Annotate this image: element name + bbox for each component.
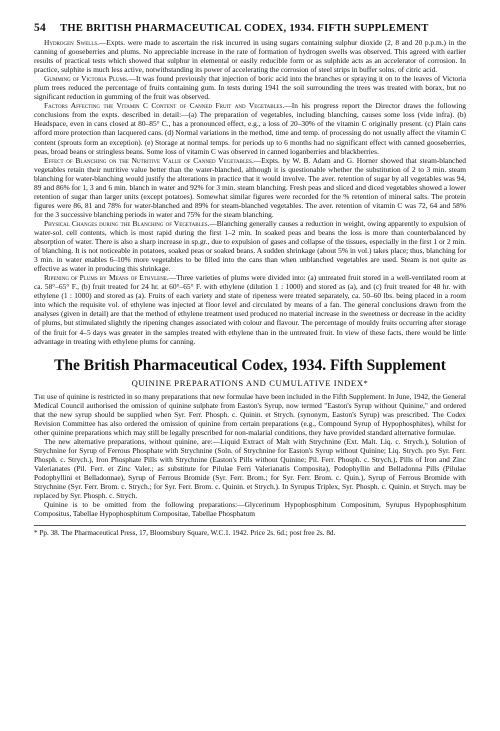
paragraph-hydrogen-swells — [34, 38, 466, 74]
running-title: THE BRITISH PHARMACEUTICAL CODEX, 1934. FIFTH SUPPLEMENT — [60, 23, 429, 34]
paragraph-text: —In his progress report the Director draws the following conclusions from the expts. described in detail:—(a) The preparation of vegetables, including blanching, causes some loss (vide infra). (b) Headspace, even in cans closed at 80–85° C., has a pronounced effect, e.g., a loss of 20–30% of the vitamin C originally present. (c) Plain cans afford more protection than lacquered cans. (d) Normal variations in the method, time and temp. of processing do not usually affect the vitamin C content (sprouts form an exception). (e) Storage at normal temps. for periods up to 6 months had no significant effect with canned gooseberries, peas, broad beans or stringless beans. Some loss of vitamin C was observed in canned loganberries and blackberries. — [34, 101, 466, 156]
paragraph-text: use of quinine is restricted in so many preparations that new formulae have been included in the Fifth Supplement. In June, 1942, the General Medical Council authorised the omission of quinine sulphate from Easton's Syrup, now termed "Easton's Syrup without Quinine," and ordered that the new syrup should be supplied when Syr. Ferr. Phosph. c. Quinin. et Strych. (synonym, Easton's Syrup) was prescribed. The Codex Revision Committee has also ordered the omission of quinine from certain preparations (e.g., Compound Syrup of Hypophosphites), whilst for other quinine preparations which may still be legally prescribed for non-malarial conditions, they have provided standard alternative formulae. — [34, 391, 466, 437]
paragraph-text: —Expts. were made to ascertain the risk incurred in using sugars containing sulphur dioxide (2, 8 and 20 p.p.m.) in the canning of gooseberries and plums. No appreciable increase in the rate of formation of hydrogen swells was observed. This agreed with earlier results of practical tests which showed that sulphur in elemental or easily reducible form or as sulphide acts as an accelerator of corrosion. In practice, sulphite is much less active, notwithstanding its power of accelerating the corrosion of steel strips in buffer solns. of citric acid. — [34, 38, 466, 75]
section-title: The British Pharmaceutical Codex, 1934. Fifth Supplement — [54, 356, 446, 374]
top-paragraphs — [34, 38, 466, 346]
footnote-divider — [34, 525, 466, 526]
paragraph-text: —It was found previously that injection of boric acid into the branches or spraying it on to the leaves of Victoria plum trees reduced the percentage of fruits containing gum. In tests during 1941 the soil surrounding the trees was treated with borax, but no significant reduction in gumming of the fruit was observed. — [34, 74, 466, 102]
paragraph-gumming-victoria-plums — [34, 74, 466, 101]
paragraph-lead: Ripening of Plums by Means of Ethylene. — [44, 273, 169, 283]
paragraph-text: Quinine is to be omitted from the following preparations:—Glycerinum Hypophosphitum Compositum, Syrupus Hypophosphitum Compositus, Tabellae Hypophosphitum Compositae, Tabellae Phosphatum — [34, 500, 466, 519]
paragraph-ripening-plums — [34, 273, 466, 345]
running-header — [34, 22, 466, 34]
paragraph-lead: Effect of Blanching on the Nutritive Value of Canned Vegetables. — [44, 155, 254, 165]
paragraph-text: —Expts. by W. B. Adam and G. Horner showed that steam-blanched vegetables retain their nutritive value better than the water-blanched, although it is questionable whether the substitution of 2 to 3 min. steam blanching for water-blanching would justify the alterations in practice that it would involve. The aver. retention of sugar by all vegetables was 94, 89 and 86% for 1, 3 and 6 min. blanch in water and 92% for 3 min. steam blanching. Fresh peas and sliced and diced vegetables showed a lower retention of sugar than larger units (except potatoes). Somewhat similar figures were recorded for the % retention of mineral salts. The protein figures were 86, 81 and 78% for water-blanched and 89% for steam-blanched vegetables. The aver. retention of vitamin C was 72, 64 and 58% for the 3 successive blanching periods in water and 75% for the steam blanching. — [34, 155, 466, 219]
paragraph-physical-changes — [34, 219, 466, 273]
section-paragraph — [34, 392, 466, 437]
paragraph-blanching-nutritive — [34, 156, 466, 219]
footnote: * Pp. 38. The Pharmaceutical Press, 17, Bloomsbury Square, W.C.1. 1942. Price 2s. 6d.; post free 2s. 8d. — [34, 529, 336, 538]
paragraph-lead: Gumming of Victoria Plums. — [44, 74, 129, 84]
paragraph-text: —Three varieties of plums were divided into: (a) untreated fruit stored in a well-ventilated room at ca. 58°–65° F., (b) fruit treated for 24 hr. at 60°–65° F. with ethylene (dilution 1 : 1000) and stored as (a), and (c) fruit treated for 48 hr. with ethylene (1 : 1000) and stored as (a). Fruits of each variety and state of ripeness were treated separately, ca. 50–60 lbs. being placed in a room into which the requisite vol. of ethylene was injected at floor level and circulated by means of a fan. The general conclusions drawn from the analyses (given in detail) are that the method of ethylene treatment used produced no material increase in the sweetness or decrease in the acidity of plums, but stimulated slightly the ripening changes associated with colour and flavour. The percentage of mouldy fruits occurring after storage of the fruit for 4–5 days was greater in the samples treated with ethylene than in the untreated fruit. In view of these facts, there would be little advantage in treating with ethylene plums for canning. — [34, 273, 466, 346]
paragraph-text: The new alternative preparations, without quinine, are:—Liquid Extract of Malt with Strychnine (Ext. Malt. Liq. c. Strych.), Solution of Strychnine for Syrup of Ferrous Phosphate with Strychnine (Soln. of Strychnine for Easton's Syrup without Quinine; Liq. Strych. pro Syr. Ferr. Phosph. c. Strych.), Iron Phosphate Pills with Strychnine (Easton's Pills without Quinine; Pil. Ferr. Phosph. c. Strych.), Pills of Iron and Zinc Valerianates (Pil. Ferr. et Zinc Valer.; as substitute for Pilulae Ferri Valerianatis Composita), Podophyllin and Belladonna Pills (Pilulae Podophyllini et Belladonnae), Syrup of Ferrous Bromide (Syr. Ferr. Brom.; for Syr. Ferr. Brom. c. Quin.), Syrup of Ferrous Bromide with Strychnine (Syr. Ferr. Brom. c. Strych.; for Syr. Ferr. Brom. c. Quinin. et Strych.). In Syrupus Triplex, Syr. Phosph. c. Quinin. et Strych. may be replaced by Syr. Phosph. c. Strych. — [34, 436, 466, 501]
section-paragraph — [34, 500, 466, 518]
page-number: 54 — [34, 22, 47, 34]
first-word: The — [34, 391, 46, 401]
paragraph-lead: Physical Changes during the Blanching of Vegetables. — [44, 218, 210, 228]
section-paragraph — [34, 437, 466, 500]
section-subtitle: QUININE PREPARATIONS AND CUMULATIVE INDEX* — [131, 377, 369, 388]
paragraph-vitamin-c-factors — [34, 101, 466, 155]
paragraph-text: —Blanching generally causes a reduction in weight, owing apparently to expulsion of water-sol. cell contents, which is most rapid during the first 1–2 min. In soaked peas and beans the loss is more than counterbalanced by absorption of water. There is also a sharp increase in sp.gr., due to expulsion of gases and collapse of the tissues, especially in the first 1 or 2 min. of blanching. It is not noticeable in potatoes, soaked peas or soaked beans. A sudden shrinkage (about 5% in vol.) takes place; thus, blanching for 3 min. in water enables 6–10% more vegetables to be filled into the cans than when unblanched vegetables are used. Steam is not quite as effective as water in producing this shrinkage. — [34, 218, 466, 274]
section-body — [34, 392, 466, 519]
paragraph-lead: Hydrogen Swells. — [44, 38, 99, 47]
paragraph-lead: Factors Affecting the Vitamin C Content of Canned Fruit and Vegetables. — [44, 101, 285, 111]
